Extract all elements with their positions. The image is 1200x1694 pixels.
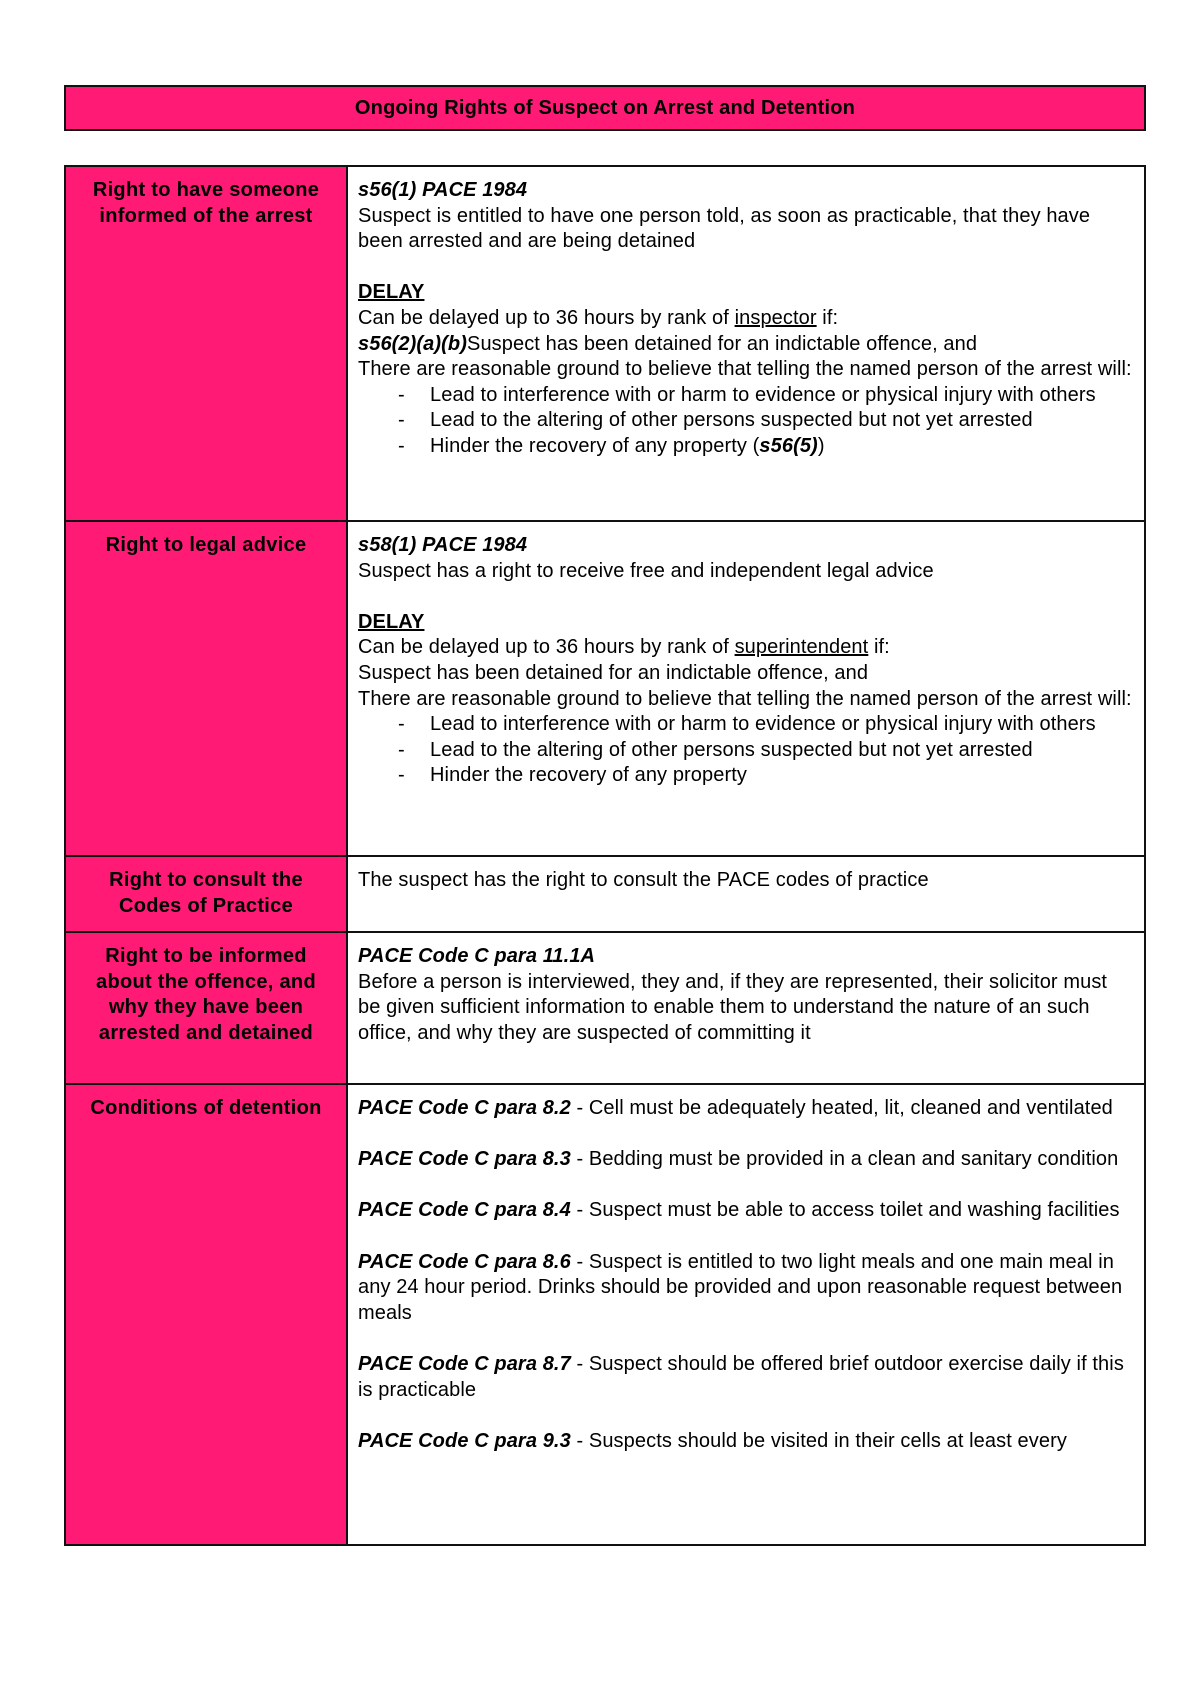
- table-row: [65, 932, 1145, 1084]
- rights-table: [64, 165, 1146, 1546]
- bullet-list: [358, 383, 1134, 460]
- list-item: - Lead to interference with or harm to evidence or physical injury with others: [398, 383, 1134, 409]
- section-ref: s56(5): [759, 434, 818, 457]
- delay-heading: DELAY: [358, 610, 425, 633]
- list-item: - Lead to interference with or harm to evidence or physical injury with others: [398, 712, 1134, 738]
- section-ref: s56(2)(a)(b): [358, 332, 467, 355]
- table-row: [65, 1084, 1145, 1545]
- list-item: - Hinder the recovery of any property (s56(5)): [398, 434, 1134, 460]
- table-row: [65, 166, 1145, 521]
- row-content: [347, 856, 1145, 932]
- condition-paragraph: PACE Code C para 8.3 - Bedding must be provided in a clean and sanitary condition: [358, 1148, 1119, 1171]
- condition-paragraph: PACE Code C para 8.4 - Suspect must be able to access toilet and washing facilities: [358, 1199, 1120, 1222]
- row-content: [347, 932, 1145, 1084]
- condition-1: s56(2)(a)(b)Suspect has been detained for an indictable offence, and: [358, 332, 978, 355]
- condition-2: There are reasonable ground to believe that telling the named person of the arrest will:: [358, 358, 1132, 381]
- condition-paragraph: PACE Code C para 8.7 - Suspect should be offered brief outdoor exercise daily if this is practicable: [358, 1352, 1124, 1401]
- section-ref: PACE Code C para 9.3: [358, 1429, 571, 1452]
- section-ref: PACE Code C para 8.3: [358, 1148, 571, 1171]
- condition-paragraph: PACE Code C para 8.6 - Suspect is entitled to two light meals and one main meal in any 24 hour period. Drinks should be provided and upon reasonable request between meals: [358, 1250, 1123, 1324]
- section-body: Suspect is entitled to have one person told, as soon as practicable, that they have been arrested and are being detained: [358, 204, 1091, 253]
- list-item: - Lead to the altering of other persons suspected but not yet arrested: [398, 738, 1134, 764]
- row-label: Right to have someone informed of the arrest: [65, 166, 347, 521]
- row-label: Right to legal advice: [65, 521, 347, 856]
- section-ref: PACE Code C para 8.4: [358, 1199, 571, 1222]
- page-title: Ongoing Rights of Suspect on Arrest and Detention: [64, 85, 1146, 131]
- row-content: [347, 521, 1145, 856]
- row-content: [347, 166, 1145, 521]
- rank-superintendent: superintendent: [734, 636, 869, 659]
- list-item: - Lead to the altering of other persons suspected but not yet arrested: [398, 408, 1134, 434]
- row-content: [347, 1084, 1145, 1545]
- section-heading: s56(1) PACE 1984: [358, 179, 528, 201]
- condition-paragraph: PACE Code C para 9.3 - Suspects should be visited in their cells at least every: [358, 1429, 1067, 1452]
- section-ref: PACE Code C para 8.7: [358, 1352, 571, 1375]
- condition-2: There are reasonable ground to believe that telling the named person of the arrest will:: [358, 687, 1132, 710]
- delay-text: Can be delayed up to 36 hours by rank of inspector if:: [358, 306, 839, 329]
- delay-text: Can be delayed up to 36 hours by rank of superintendent if:: [358, 636, 890, 659]
- section-heading: s58(1) PACE 1984: [358, 534, 528, 556]
- row-label: Right to consult the Codes of Practice: [65, 856, 347, 932]
- section-body: Before a person is interviewed, they and, if they are represented, their solicitor must be given sufficient information to enable them to understand the nature of an such office, and why they are suspected of committing it: [358, 970, 1108, 1044]
- row-label: Conditions of detention: [65, 1084, 347, 1545]
- section-ref: PACE Code C para 8.6: [358, 1250, 571, 1273]
- condition-1: Suspect has been detained for an indictable offence, and: [358, 661, 869, 684]
- table-row: [65, 856, 1145, 932]
- delay-heading: DELAY: [358, 281, 425, 304]
- section-body: Suspect has a right to receive free and independent legal advice: [358, 559, 934, 582]
- section-ref: PACE Code C para 8.2: [358, 1097, 571, 1119]
- section-heading: PACE Code C para 11.1A: [358, 945, 596, 967]
- section-body: The suspect has the right to consult the PACE codes of practice: [358, 869, 929, 891]
- list-item: - Hinder the recovery of any property: [398, 763, 1134, 789]
- row-label: Right to be informed about the offence, and why they have been arrested and detained: [65, 932, 347, 1084]
- rank-inspector: inspector: [734, 306, 817, 329]
- condition-paragraph: PACE Code C para 8.2 - Cell must be adequately heated, lit, cleaned and ventilated: [358, 1097, 1113, 1119]
- bullet-list: [358, 712, 1134, 789]
- table-row: [65, 521, 1145, 856]
